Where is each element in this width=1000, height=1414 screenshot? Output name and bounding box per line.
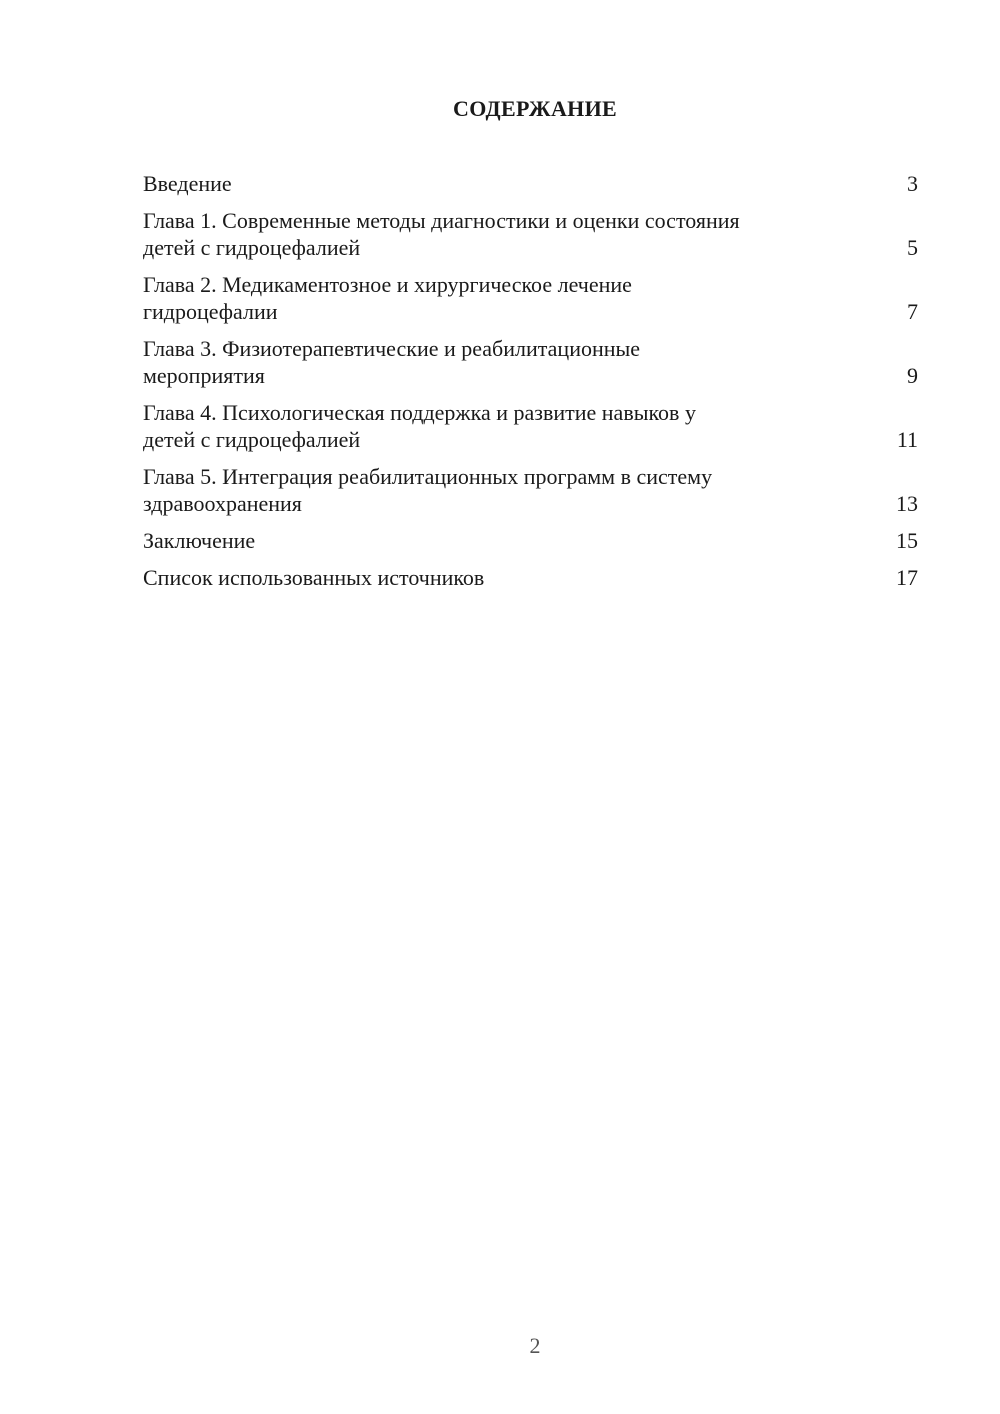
toc-entry-references [143,564,918,591]
toc-entry-title [143,399,833,453]
toc-entry-title-line: Глава 2. Медикаментозное и хирургическое лечение [143,272,632,297]
toc-entry-title [143,170,833,197]
toc-entry-title [143,335,833,389]
toc-entry-title [143,527,833,554]
toc-entry-title [143,271,833,325]
toc-entry-title-line: Глава 1. Современные методы диагностики и оценки состояния [143,208,740,233]
toc-entry-conclusion [143,527,918,554]
toc-entry-title [143,463,833,517]
toc-entry-page: 13 [896,491,918,516]
page-title: СОДЕРЖАНИЕ [453,96,617,121]
toc-entry-title-line: Глава 4. Психологическая поддержка и развитие навыков у [143,400,696,425]
toc-entry-title-line: мероприятия [143,363,265,388]
toc-entry-page: 11 [896,427,918,452]
toc-entry-page: 17 [896,565,918,590]
toc-entry-title-line: гидроцефалии [143,299,278,324]
page-number: 2 [529,1333,541,1358]
toc-entry-title-line: детей с гидроцефалией [143,235,361,260]
toc-entry-chapter-2 [143,271,918,325]
toc-entry-title-line: детей с гидроцефалией [143,427,361,452]
toc-entry-page: 5 [907,235,918,260]
toc-entry-chapter-1 [143,207,918,261]
toc-entry-title-line: Список использованных источников [143,565,485,590]
toc-entry-chapter-3 [143,335,918,389]
toc-entry-introduction [143,170,918,197]
toc-entry-title-line: здравоохранения [143,491,302,516]
toc-entry-title [143,207,833,261]
toc-entry-page: 15 [896,528,918,553]
table-of-contents [143,170,918,601]
toc-entry-title [143,564,833,591]
toc-entry-page: 3 [907,171,918,196]
toc-entry-title-line: Глава 3. Физиотерапевтические и реабилитационные [143,336,641,361]
toc-entry-chapter-5 [143,463,918,517]
toc-entry-title-line: Заключение [143,528,256,553]
toc-entry-page: 7 [907,299,918,324]
toc-entry-title-line: Введение [143,171,232,196]
toc-entry-page: 9 [907,363,918,388]
toc-entry-chapter-4 [143,399,918,453]
toc-entry-title-line: Глава 5. Интеграция реабилитационных программ в систему [143,464,713,489]
